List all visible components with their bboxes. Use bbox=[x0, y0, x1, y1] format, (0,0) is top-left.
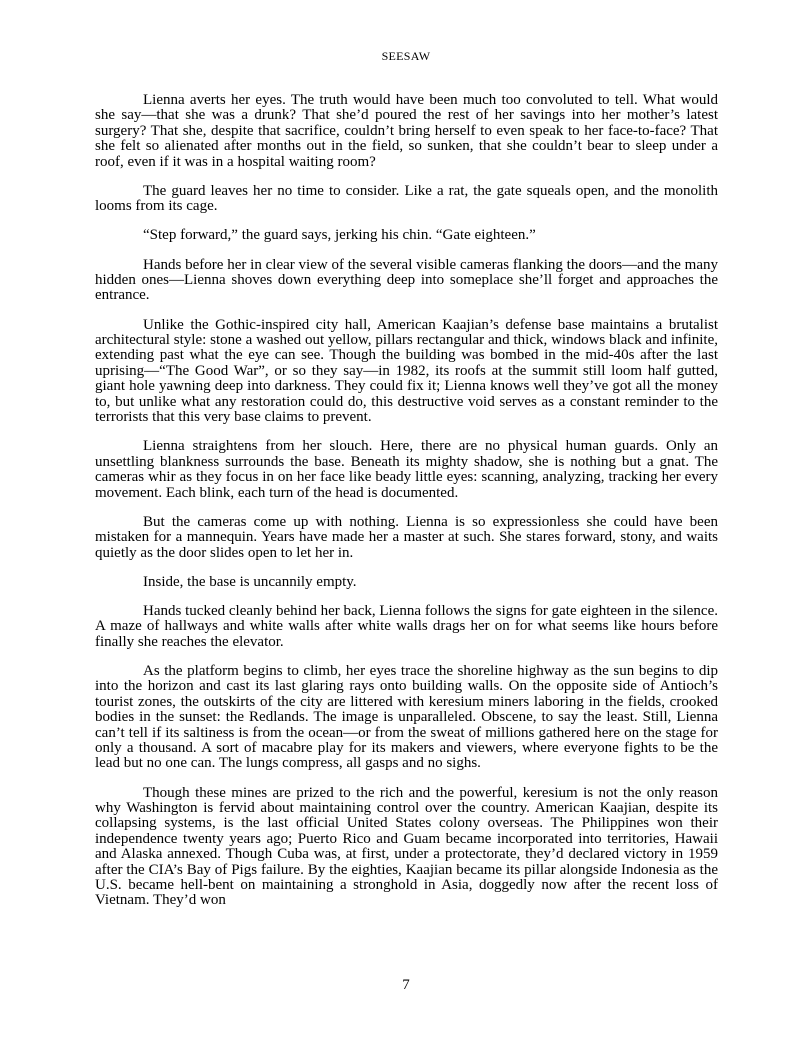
paragraph: “Step forward,” the guard says, jerking his chin. “Gate eighteen.” bbox=[143, 227, 536, 244]
paragraph: The guard leaves her no time to consider. Like a rat, the gate squeals open, and the monolith looms from its cage. bbox=[95, 182, 718, 215]
page-number: 7 bbox=[402, 977, 410, 993]
paragraph: Hands before her in clear view of the several visible cameras flanking the doors—and the many hidden ones—Lienna shoves down everything deep into someplace she’ll forget and approaches the entrance. bbox=[95, 256, 718, 304]
paragraph: As the platform begins to climb, her eyes trace the shoreline highway as the sun begins to dip into the horizon and cast its last glaring rays onto building walls. On the opposite side of Antioch’s tourist zones, the outskirts of the city are littered with keresium miners laboring in the fields, crooked bodies in the sunset: the Redlands. The image is unparalleled. Obscene, to say the least. Still, Lienna can’t tell if its saltiness is from the ocean—or from the sweat of millions gathered here on the stage for only a thousand. A sort of macabre play for its makers and viewers, where everyone fights to be the lead but no one can. The lungs compress, all gasps and no sighs. bbox=[95, 662, 718, 772]
paragraph: Lienna straightens from her slouch. Here, there are no physical human guards. Only an unsettling blankness surrounds the base. Beneath its mighty shadow, she is nothing but a gnat. The cameras whir as they focus in on her face like beady little eyes: scanning, analyzing, tracking her every movement. Each blink, each turn of the head is documented. bbox=[95, 438, 718, 501]
paragraph: Unlike the Gothic-inspired city hall, American Kaajian’s defense base maintains a brutalist architectural style: stone a washed out yellow, pillars rectangular and thick, windows black and infinite, extending past what the eye can see. Though the building was bombed in the mid-40s after the last uprising—“The Good War”, or so they say—in 1982, its roofs at the summit still loom half gutted, giant hole yawning deep into darkness. They could fix it; Lienna knows well they’ve got all the money to, but unlike what any restoration could do, this destructive void serves as a constant reminder to the terrorists that this very base claims to prevent. bbox=[95, 316, 718, 426]
body-text bbox=[95, 93, 718, 909]
paragraph: Hands tucked cleanly behind her back, Lienna follows the signs for gate eighteen in the silence. A maze of hallways and white walls after white walls drags her on for what seems like hours before finally she reaches the elevator. bbox=[95, 602, 718, 650]
paragraph: Though these mines are prized to the rich and the powerful, keresium is not the only reason why Washington is fervid about maintaining control over the country. American Kaajian, despite its collapsing systems, is the last official United States colony overseas. The Philippines won their independence twenty years ago; Puerto Rico and Guam became incorporated into territories, Hawaii and Alaska annexed. Though Cuba was, at first, under a protectorate, they’d declared victory in 1959 after the CIA’s Bay of Pigs failure. By the eighties, Kaajian became its pillar alongside Indonesia as the U.S. became hell-bent on maintaining a stronghold in Asia, doggedly now after the recent loss of Vietnam. They’d won bbox=[95, 784, 718, 909]
paragraph: Lienna averts her eyes. The truth would have been much too convoluted to tell. What would she say—that she was a drunk? That she’d poured the rest of her savings into her mother’s latest surgery? That she, despite that sacrifice, couldn’t bring herself to even speak to her face-to-face? That she felt so alienated after months out in the field, so sunken, that she couldn’t bear to sleep under a roof, even if it was in a hospital waiting room? bbox=[95, 92, 718, 170]
paragraph: Inside, the base is uncannily empty. bbox=[143, 573, 357, 590]
running-header: SEESAW bbox=[381, 49, 431, 63]
paragraph: But the cameras come up with nothing. Lienna is so expressionless she could have been mistaken for a mannequin. Years have made her a master at such. She stares forward, stony, and waits quietly as the door slides open to let her in. bbox=[95, 513, 718, 561]
